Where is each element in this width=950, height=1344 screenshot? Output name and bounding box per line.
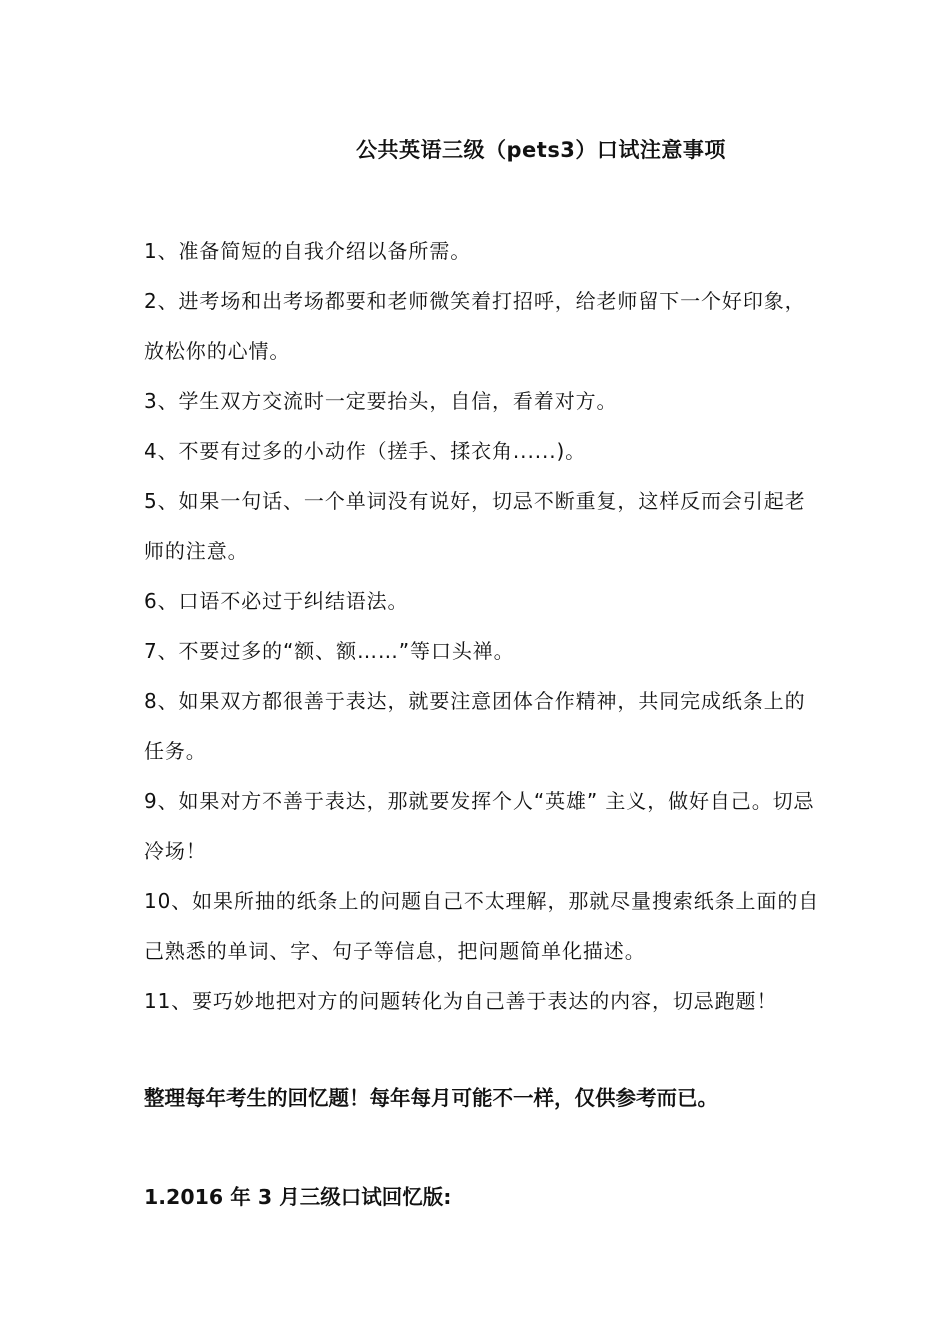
tip-item-9: 9、如果对方不善于表达，那就要发挥个人“英雄” 主义，做好自己。切忌冷场！ xyxy=(144,789,815,863)
tip-item-11: 11、要巧妙地把对方的问题转化为自己善于表达的内容，切忌跑题！ xyxy=(144,989,778,1013)
tips-list xyxy=(144,226,824,1026)
tip-item-2: 2、进考场和出考场都要和老师微笑着打招呼，给老师留下一个好印象，放松你的心情。 xyxy=(144,289,806,363)
section-heading: 1.2016 年 3 月三级口试回忆版: xyxy=(144,1185,452,1209)
recall-note: 整理每年考生的回忆题！每年每月可能不一样，仅供参考而已。 xyxy=(144,1086,718,1110)
tip-item-6: 6、口语不必过于纠结语法。 xyxy=(144,589,409,613)
tip-item-1: 1、准备简短的自我介绍以备所需。 xyxy=(144,239,472,263)
tip-item-10: 10、如果所抽的纸条上的问题自己不太理解，那就尽量搜索纸条上面的自己熟悉的单词、字、句子等信息，把问题简单化描述。 xyxy=(144,889,820,963)
tip-item-4: 4、不要有过多的小动作（搓手、揉衣角......)。 xyxy=(144,439,587,463)
tip-item-5: 5、如果一句话、一个单词没有说好，切忌不断重复，这样反而会引起老师的注意。 xyxy=(144,489,806,563)
tip-item-7: 7、不要过多的“额、额……”等口头禅。 xyxy=(144,639,515,663)
tip-item-3: 3、学生双方交流时一定要抬头，自信，看着对方。 xyxy=(144,389,618,413)
document-title: 公共英语三级（pets3）口试注意事项 xyxy=(356,138,726,162)
tip-item-8: 8、如果双方都很善于表达，就要注意团体合作精神，共同完成纸条上的任务。 xyxy=(144,689,806,763)
